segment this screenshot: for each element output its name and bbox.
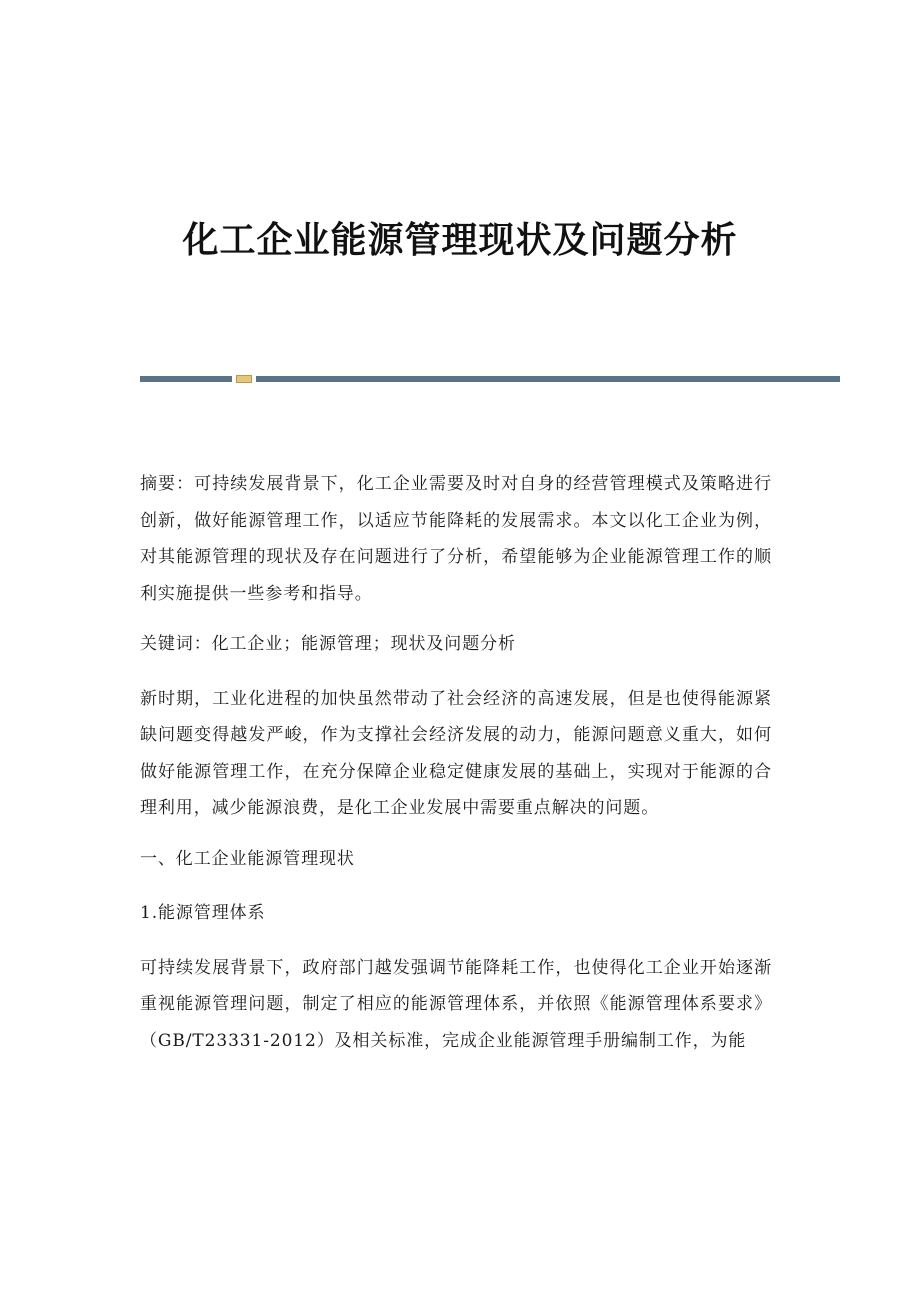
intro-paragraph: 新时期，工业化进程的加快虽然带动了社会经济的高速发展，但是也使得能源紧缺问题变得越发严峻，作为支撑社会经济发展的动力，能源问题意义重大，如何做好能源管理工作，在充分保障企业稳定健康发展的基础上，实现对于能源的合理利用，减少能源浪费，是化工企业发展中需要重点解决的问题。 (140, 688, 772, 818)
body-paragraph: 可持续发展背景下，政府部门越发强调节能降耗工作，也使得化工企业开始逐渐重视能源管理问题，制定了相应的能源管理体系，并依照《能源管理体系要求》（GB/T23331-2012）及相关标准，完成企业能源管理手册编制工作，为能 (140, 957, 772, 1051)
subsection-heading: 1.能源管理体系 (140, 903, 266, 923)
divider-bar-right (256, 376, 840, 382)
document-body (140, 466, 772, 1073)
title-divider (140, 375, 840, 383)
document-title: 化工企业能源管理现状及问题分析 (182, 219, 738, 261)
abstract-paragraph: 摘要：可持续发展背景下，化工企业需要及时对自身的经营管理模式及策略进行创新，做好能源管理工作，以适应节能降耗的发展需求。本文以化工企业为例，对其能源管理的现状及存在问题进行了分析，希望能够为企业能源管理工作的顺利实施提供一些参考和指导。 (140, 474, 772, 604)
keywords-line: 关键词：化工企业；能源管理；现状及问题分析 (140, 634, 516, 654)
section-heading: 一、化工企业能源管理现状 (140, 848, 355, 869)
divider-ornament-icon (236, 375, 252, 383)
divider-bar-left (140, 376, 232, 382)
